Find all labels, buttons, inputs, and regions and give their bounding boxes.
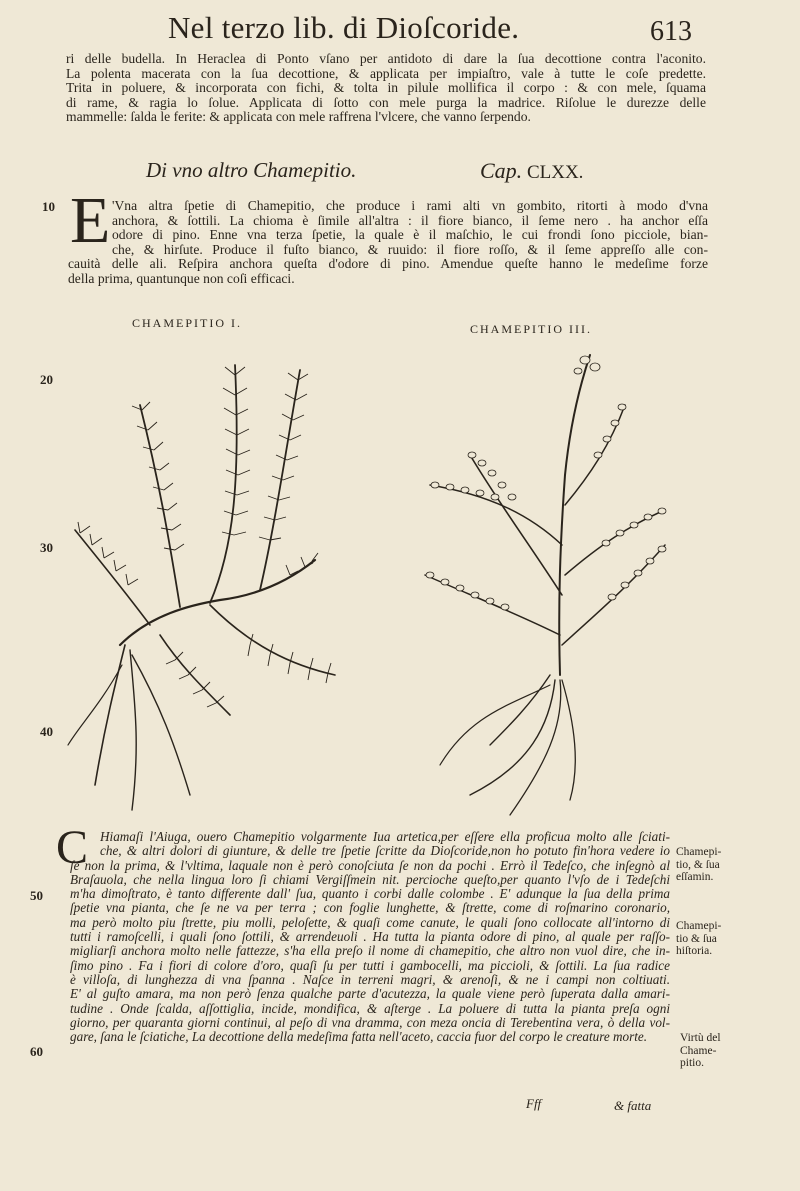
text-line: mammelle: ſalda le ferite: & applicata con mele raffrena l'vlcere, che vanno ſerpendo.	[66, 110, 531, 125]
marginal-note-virtu	[680, 1032, 721, 1070]
text-line: gare, ſana le ſciatiche, La decottione della medeſima fatta nell'aceto, caccia fuor del corpo le creature morte.	[70, 1030, 648, 1045]
commentary-paragraph	[70, 830, 670, 1044]
text-line: anchora, & ſottili. La chioma è ſimile all'altra : il fiore bianco, il ſeme nero . ha anchor eſſa	[112, 213, 708, 228]
line-number-10: 10	[42, 199, 55, 214]
note-line: tio, & ſua	[676, 858, 720, 871]
text-line: odore di pino. Enne vna terza ſpetie, la quale è il maſchio, le cui frondi ſono picciole, bian-	[112, 228, 708, 243]
note-line: eſſamin.	[676, 871, 714, 883]
page-number: 613	[650, 16, 692, 47]
text-line: che, & altri dolori di giunture, & delle tre ſpetie ſcritte da Dioſcoride,non ho potuto fin'hora vedere io	[100, 844, 670, 859]
intro-paragraph	[66, 52, 706, 125]
text-line: ſimo pino . Fa i fiori di colore d'oro, quaſi ſu per tutti i gambocelli, ma piccioli, & ſottili. La ſua radice	[70, 958, 670, 973]
text-line: ri delle budella. In Heraclea di Ponto vſano per antidoto di dare la ſua decottione contra l'aconito.	[66, 52, 706, 66]
caption-chamepitio-3: CHAMEPITIO III.	[470, 322, 592, 336]
text-line: Hiamaſi l'Aiuga, ouero Chamepitio volgarmente Iua artetica,per eſſere ella proficua molto alle ſciati-	[100, 830, 670, 844]
chapter-heading	[146, 158, 606, 188]
text-line: cauità delle ali. Reſpira anchora queſta d'odore di pino. Amendue queſte hanno le medeſime forze	[68, 257, 708, 272]
chapter-number	[480, 158, 583, 184]
note-line: pitio.	[680, 1057, 704, 1069]
text-line: m'ha dimoſtrato, è tanto differente dall' ſua, quanto i corbi dalle colombe . E' adunque la ſua della prima	[70, 887, 670, 902]
marginal-note-historia	[676, 920, 721, 958]
catchword: & fatta	[614, 1098, 652, 1113]
drop-cap-c: C	[56, 821, 89, 874]
text-line: della prima, quantunque non coſi efficaci.	[68, 271, 295, 286]
marginal-note-esamin	[676, 846, 721, 884]
text-line: tutti i ramoſcelli, i quali ſono ſottili, & arrendeuoli . Ha tutta la pianta odore di pino, al quale per raſſo-	[70, 930, 670, 945]
line-number-20: 20	[40, 372, 53, 387]
note-line: Chamepi-	[676, 846, 722, 858]
chapter-cap-number: CLXX.	[526, 162, 584, 183]
chapter-cap-label: Cap.	[480, 158, 523, 183]
caption-chamepitio-1: CHAMEPITIO I.	[132, 316, 242, 330]
text-line: giorno, per quaranta giorni continui, al peſo di vna dramma, con meza oncia di Terebentina vera, ò della vol-	[70, 1015, 670, 1030]
text-line: La polenta macerata con la ſua decottione, & applicata per impiaſtro, vale à tutte le coſe predette.	[66, 66, 706, 81]
text-line: Trita in poluere, & incorporata con fichi, & tolta in pilule mollifica il corpo : & con mele, ſquama	[66, 81, 706, 96]
woodcut-chamepitio-3	[410, 345, 680, 820]
note-line: tio & ſua	[676, 932, 717, 945]
text-line: Braſauola, che nella lingua loro ſi chiami Vergiſſmein nit. percioche queſto,per quanto l'vſo de i Tedeſchi	[70, 872, 670, 887]
signature-mark: Fff	[526, 1096, 542, 1111]
note-line: hiſtoria.	[676, 945, 713, 957]
line-number-40: 40	[40, 724, 53, 739]
chapter-title: Di vno altro Chamepitio.	[146, 158, 357, 182]
text-line: di rame, & ragia lo ſolue. Applicata di ſotto con mele purga la madrice. Riſolue le durezze delle	[66, 95, 706, 110]
text-line: 'Vna altra ſpetie di Chamepitio, che produce i rami alti vn gombito, ritorti à modo d'vna	[112, 199, 708, 213]
text-line: ma però molto piu ſtrette, piu molli, peloſette, & quaſi come canute, le quali ſono collocate all'intorno di	[70, 915, 670, 930]
line-number-30: 30	[40, 540, 53, 555]
drop-cap-e: E	[70, 184, 111, 257]
running-title: Nel terzo lib. di Dioſcoride.	[168, 10, 520, 45]
note-line: Chame-	[680, 1044, 717, 1057]
line-number-60: 60	[30, 1044, 43, 1059]
page-header	[0, 8, 800, 52]
text-line: che, & hirſute. Produce il fuſto bianco, & ruuido: il fiore roſſo, & il ſeme appreſſo alle con-	[112, 242, 708, 257]
text-line: ſe non la prima, & l'vltima, laquale non è però conoſciuta ſe non da pochi . Errò il Tedeſco, che inſegnò al	[70, 858, 670, 873]
text-line: E' al guſto amara, ma non però ſenza qualche parte d'acutezza, la quale viene però ſuperata dalla amari-	[70, 987, 670, 1002]
line-number-50: 50	[30, 888, 43, 903]
text-line: ſpetie vna pianta, che ſe ne va per terra ; con foglie lunghette, & ſtrette, come di roſmarino coronario,	[70, 901, 670, 916]
text-line: tudine . Onde ſcalda, aſſottiglia, incide, mondifica, & aſterge . La poluere di tutta la pianta preſa ogni	[70, 1001, 670, 1016]
chapter-paragraph	[68, 199, 708, 287]
text-line: è villoſa, di lunghezza di vna ſpanna . Naſce in terreni magri, & arenoſi, & ne i campi non coltiuati.	[70, 972, 670, 987]
note-line: Chamepi-	[676, 920, 722, 932]
woodcut-chamepitio-1	[60, 345, 350, 815]
text-line: migliarſi anchora molto nelle fattezze, s'ha ella preſo il nome di chamepitio, che altro non vuol dire, che in-	[70, 944, 670, 959]
note-line: Virtù del	[680, 1032, 721, 1044]
